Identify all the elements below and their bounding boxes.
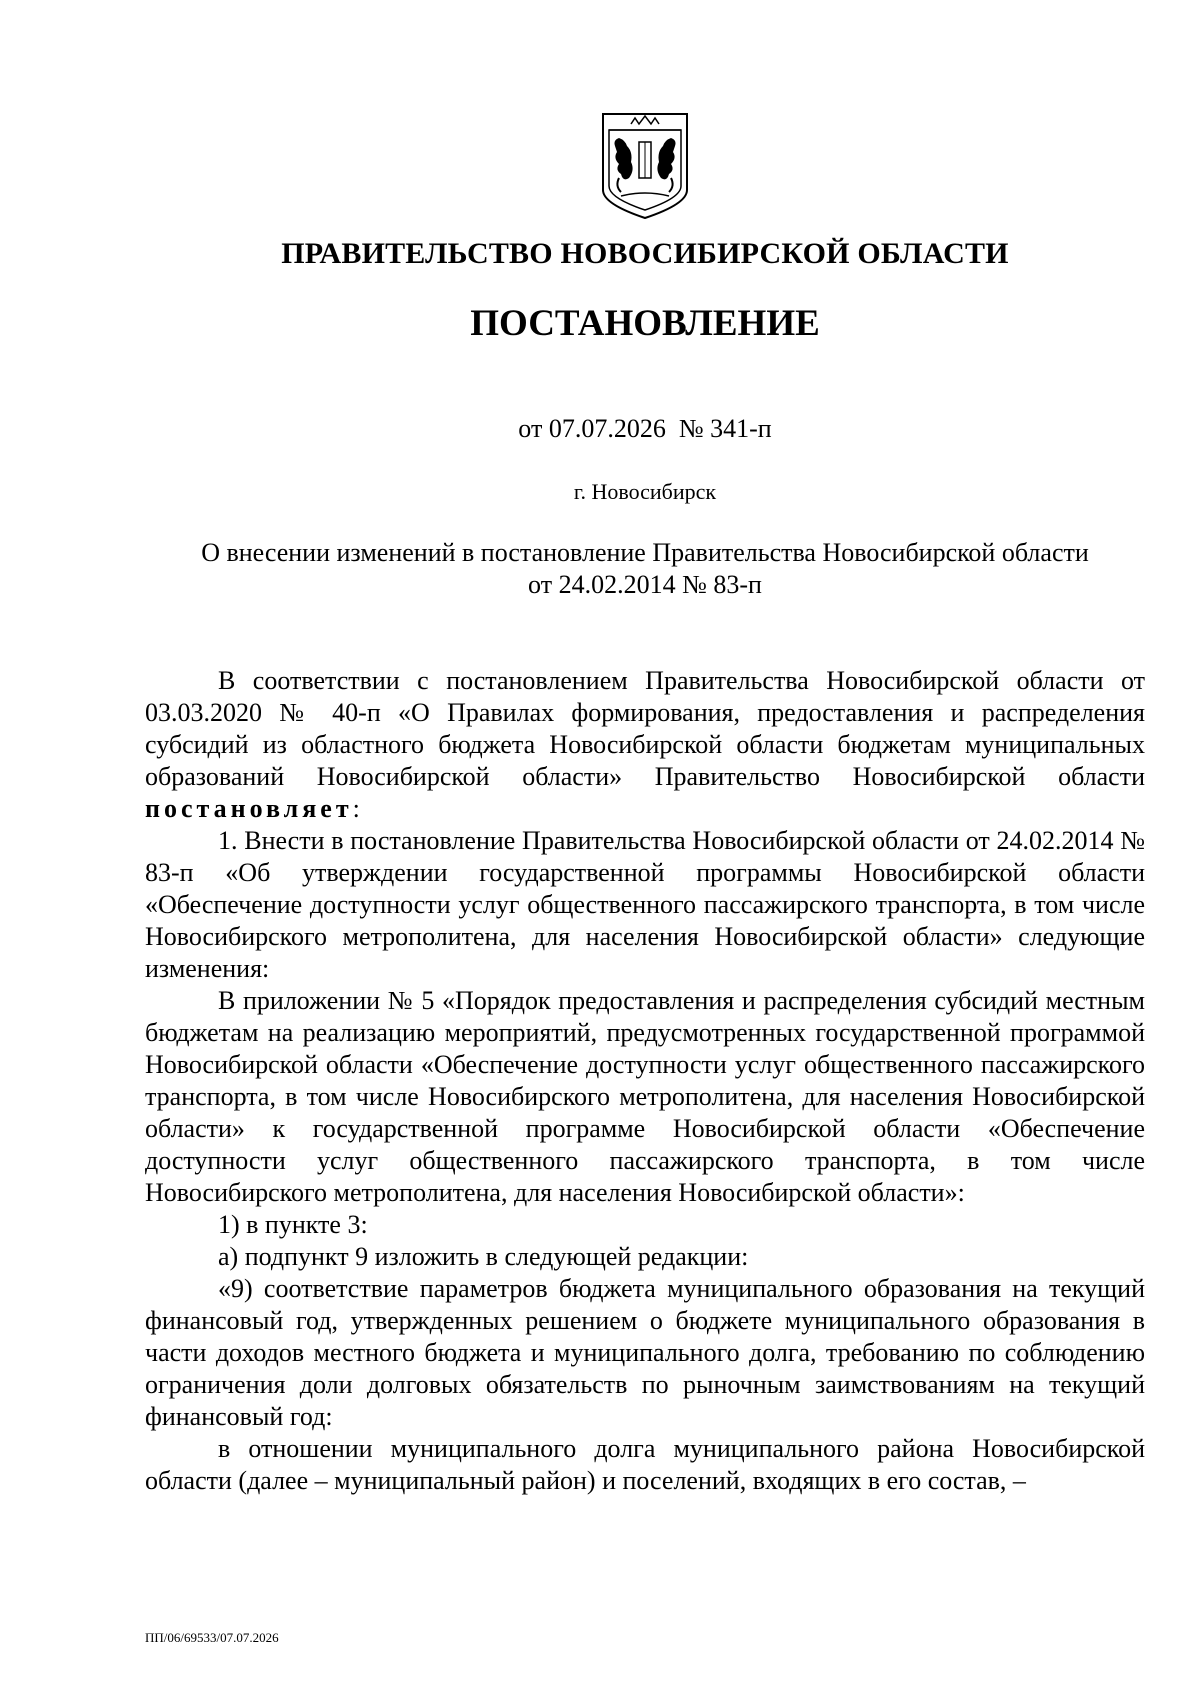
document-body xyxy=(145,665,1145,1497)
resolves-word: постановляет xyxy=(145,794,353,823)
document-type-heading: ПОСТАНОВЛЕНИЕ xyxy=(470,303,820,344)
paragraph-preamble xyxy=(145,665,1145,825)
date-and-number: от 07.07.2026 № 341-п xyxy=(518,414,772,443)
paragraph-annex-5: В приложении № 5 «Порядок предоставления и распределения субсидий местным бюджетам на реализацию мероприятий, предусмотренных государственной программой Новосибирской области «Обеспечение доступности услуг общественного пассажирского транспорта, в том числе Новосибирского метрополитена, для населения Новосибирской области» к государственной программе Новосибирской области «Обеспечение доступности услуг общественного пассажирского транспорта, в том числе Новосибирского метрополитена, для населения Новосибирской области»: xyxy=(145,986,1145,1207)
paragraph-subpoint-9: «9) соответствие параметров бюджета муниципального образования на текущий финансовый год, утвержденных решением о бюджете муниципального образования в части доходов местного бюджета и муниципального долга, требованию по соблюдению ограничения доли долговых обязательств по рыночным заимствованиям на текущий финансовый год: xyxy=(145,1274,1145,1431)
document-title-line-1: О внесении изменений в постановление Правительства Новосибирской области xyxy=(201,538,1089,567)
paragraph-item-1: 1. Внести в постановление Правительства Новосибирской области от 24.02.2014 № 83-п «Об утверждении государственной программы Новосибирской области «Обеспечение доступности услуг общественного пассажирского транспорта, в том числе Новосибирского метрополитена, для населения Новосибирской области» следующие изменения: xyxy=(145,826,1145,983)
authority-heading: ПРАВИТЕЛЬСТВО НОВОСИБИРСКОЙ ОБЛАСТИ xyxy=(281,237,1009,270)
preamble-colon: : xyxy=(352,794,360,823)
city-name: г. Новосибирск xyxy=(573,479,717,504)
coat-of-arms-icon xyxy=(601,112,689,220)
paragraph-point-3: 1) в пункте 3: xyxy=(218,1210,368,1239)
document-title xyxy=(145,537,1145,601)
document-title-line-2: от 24.02.2014 № 83-п xyxy=(528,570,762,599)
preamble-text: В соответствии с постановлением Правительства Новосибирской области от 03.03.2020 № 40-п «О Правилах формирования, предоставления и распределения субсидий из областного бюджета Новосибирской области бюджетам муниципальных образований Новосибирской области» Правительство Новосибирской области xyxy=(145,666,1145,791)
paragraph-subpoint-a: а) подпункт 9 изложить в следующей редакции: xyxy=(218,1242,749,1271)
paragraph-municipal-debt: в отношении муниципального долга муниципального района Новосибирской области (далее – муниципальный район) и поселений, входящих в его состав, – xyxy=(145,1434,1145,1495)
document-code: ПП/06/69533/07.07.2026 xyxy=(145,1630,279,1645)
